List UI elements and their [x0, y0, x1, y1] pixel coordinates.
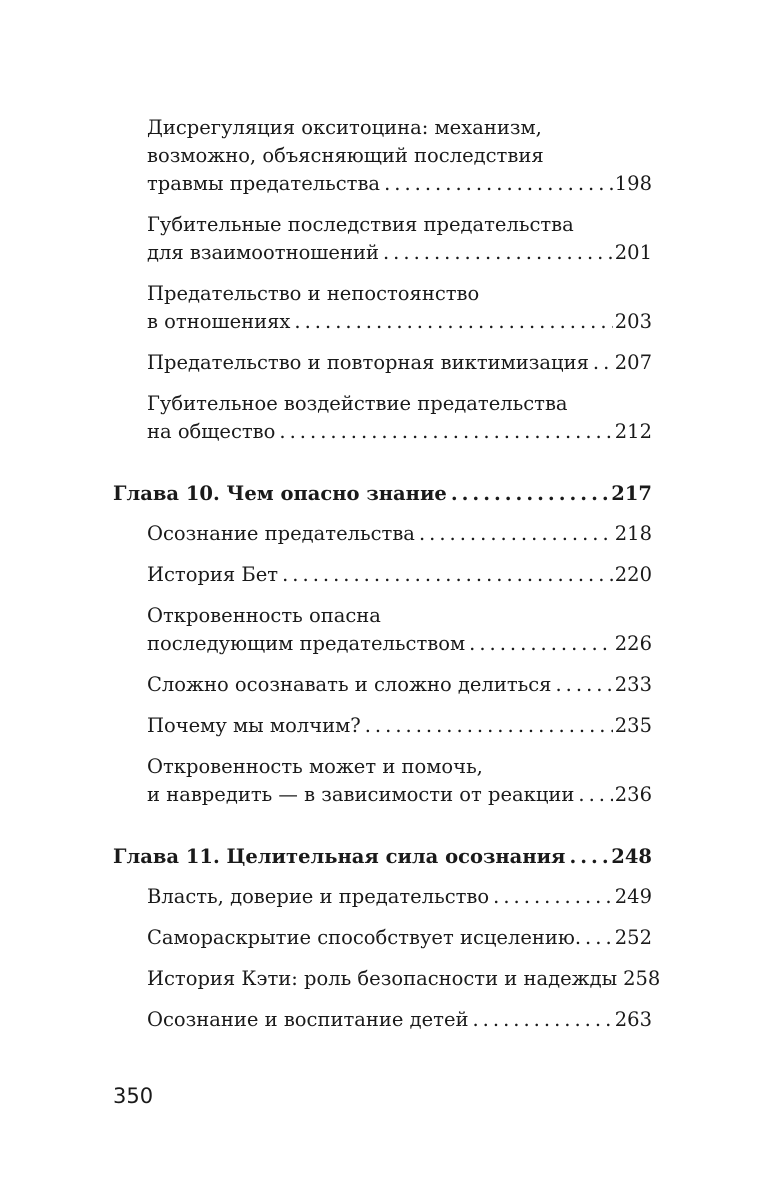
toc-entry-title-line: Откровенность опасна — [147, 604, 381, 627]
toc-entry-title-line: Осознание и воспитание детей — [147, 1008, 469, 1031]
toc-entry — [113, 280, 652, 336]
toc-page-number: 252 — [614, 926, 652, 949]
dot-leader — [451, 480, 609, 508]
table-of-contents — [113, 114, 661, 1047]
toc-entry-title-line: Самораскрытие способствует исцелению. — [147, 926, 582, 949]
toc-page-number: 226 — [614, 632, 652, 655]
dot-leader — [569, 843, 609, 871]
toc-page-number: 248 — [611, 845, 652, 868]
toc-page-number: 220 — [614, 563, 652, 586]
chapter-title: Глава 10. Чем опасно знание — [113, 482, 447, 505]
page-number: 350 — [113, 1084, 154, 1108]
toc-page-number: 212 — [614, 420, 652, 443]
dot-leader — [384, 170, 613, 198]
toc-entry — [113, 1006, 652, 1034]
toc-entry-title-line: Предательство и повторная виктимизация — [147, 351, 589, 374]
toc-entry-title-line: для взаимоотношений — [147, 241, 379, 264]
toc-entry-title-line: История Кэти: роль безопасности и надежды — [147, 967, 618, 990]
toc-entry — [113, 561, 652, 589]
toc-page-number: 207 — [614, 351, 652, 374]
toc-entry — [113, 211, 652, 267]
chapter-title: Глава 11. Целительная сила осознания — [113, 845, 566, 868]
toc-chapter-heading — [113, 843, 652, 871]
dot-leader — [578, 781, 612, 809]
toc-entry-title-line: История Бет — [147, 563, 279, 586]
toc-entry — [113, 712, 652, 740]
toc-page-number: 236 — [614, 783, 652, 806]
toc-page-number: 233 — [614, 673, 652, 696]
toc-entry-title-line: и навредить — в зависимости от реакции — [147, 783, 575, 806]
toc-page-number: 249 — [614, 885, 652, 908]
toc-entry-title-line: Сложно осознавать и сложно делиться — [147, 673, 552, 696]
toc-entry — [113, 671, 652, 699]
toc-page-number: 217 — [611, 482, 652, 505]
dot-leader — [585, 924, 613, 952]
toc-entry-title-line: Откровенность может и помочь, — [147, 755, 483, 778]
toc-entry — [113, 602, 652, 658]
dot-leader — [365, 712, 613, 740]
toc-entry-title-line: Предательство и непостоянство — [147, 282, 480, 305]
toc-entry-title-line: Дисрегуляция окситоцина: механизм, — [147, 116, 542, 139]
toc-entry-title-line: Губительные последствия предательства — [147, 213, 574, 236]
toc-entry — [113, 349, 652, 377]
toc-entry — [113, 520, 652, 548]
toc-entry — [113, 965, 661, 993]
toc-entry-title-line: Власть, доверие и предательство — [147, 885, 490, 908]
toc-entry — [113, 753, 652, 809]
toc-chapter-heading — [113, 480, 652, 508]
toc-entry-title-line: последующим предательством — [147, 632, 466, 655]
toc-entry-title-line: на общество — [147, 420, 276, 443]
dot-leader — [279, 418, 612, 446]
toc-entry — [113, 883, 652, 911]
toc-entry — [113, 390, 652, 446]
toc-entry-title-line: возможно, объясняющий последствия — [147, 144, 544, 167]
toc-page-number: 198 — [614, 172, 652, 195]
toc-page-number: 235 — [614, 714, 652, 737]
dot-leader — [294, 308, 612, 336]
toc-page-number: 263 — [614, 1008, 652, 1031]
dot-leader — [419, 520, 613, 548]
dot-leader — [282, 561, 613, 589]
toc-page-number: 258 — [623, 967, 661, 990]
toc-entry-title-line: Почему мы молчим? — [147, 714, 361, 737]
toc-entry-title-line: травмы предательства — [147, 172, 381, 195]
dot-leader — [493, 883, 613, 911]
toc-entry-title-line: Губительное воздействие предательства — [147, 392, 568, 415]
toc-entry — [113, 114, 652, 198]
toc-entry-title-line: Осознание предательства — [147, 522, 415, 545]
toc-page-number: 201 — [614, 241, 652, 264]
dot-leader — [593, 349, 613, 377]
dot-leader — [469, 630, 613, 658]
dot-leader — [383, 239, 613, 267]
toc-page-number: 218 — [614, 522, 652, 545]
toc-entry-title-line: в отношениях — [147, 310, 291, 333]
toc-entry — [113, 924, 652, 952]
dot-leader — [472, 1006, 612, 1034]
dot-leader — [555, 671, 612, 699]
toc-page-number: 203 — [614, 310, 652, 333]
